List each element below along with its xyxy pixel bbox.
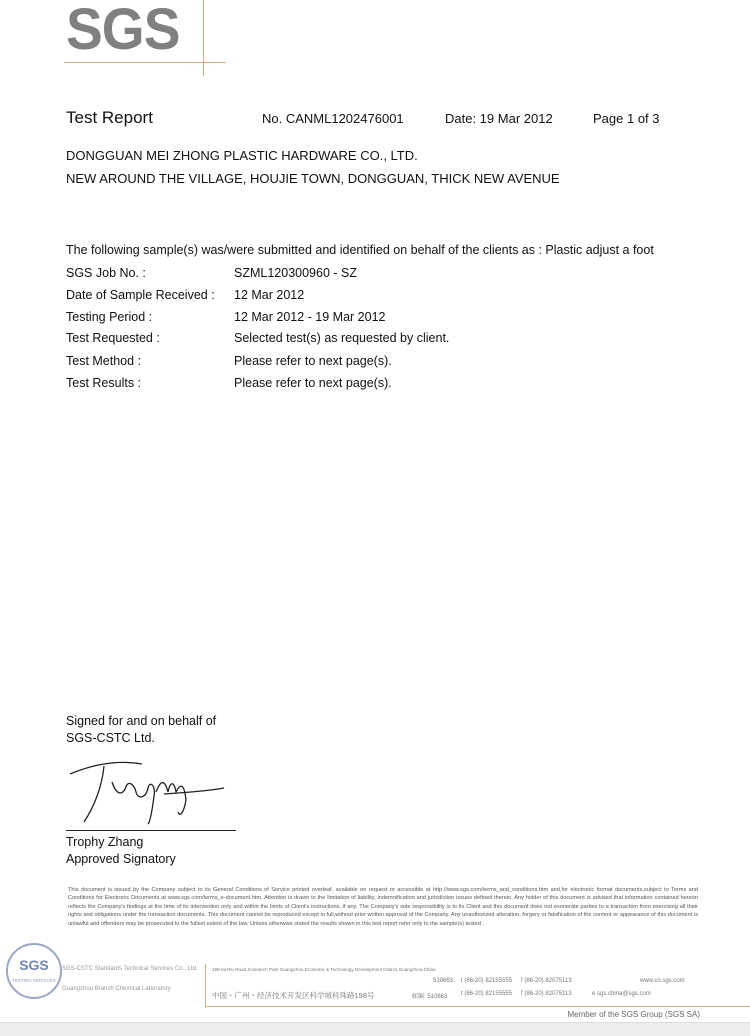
- logo-line-vertical: [203, 0, 204, 76]
- page-number: Page 1 of 3: [593, 111, 660, 126]
- report-date: Date: 19 Mar 2012: [445, 111, 553, 126]
- footer-fax: f (86-20) 82075113: [521, 991, 572, 997]
- sample-intro: The following sample(s) was/were submitted and identified on behalf of the clients as : Plastic adjust a foot: [66, 243, 654, 257]
- footer-email: e sgs.china@sgs.com: [592, 991, 651, 997]
- row-value: SZML120300960 - SZ: [234, 266, 357, 280]
- row-value: Selected test(s) as requested by client.: [234, 331, 450, 345]
- row-label: Test Results :: [66, 376, 142, 390]
- row-label: Test Method :: [66, 354, 142, 368]
- row-value: Please refer to next page(s).: [234, 354, 392, 368]
- disclaimer-text: This document is issued by the Company subject to its General Conditions of Service printed overleaf, available on request or accessible at http://www.sgs.com/terms_and_conditions.htm and,for electronic format documents,subject to Terms and Conditions for Electronic Documents at www.sgs.com/terms_e-document.htm. Attention is drawn to the limitation of liability, indemnification and jurisdiction issues defined therein. Any holder of this document is advised that information contained hereon reflects the Company's findings at the time of its intervention only and within the limits of Client's instructions, if any. The Company's sole responsibility is to its Client and this document does not exonerate parties to a transaction from exercising all their rights and obligations under the transaction documents. This document cannot be reproduced except in full,without prior written approval of the Company. Any unauthorized alteration, forgery or falsification of the content or appearance of this document is unlawful and offenders may be prosecuted to the fullest extent of the law. Unless otherwise stated the results shown in this test report refer only to the sample(s) tested .: [68, 887, 698, 927]
- sgs-logo: SGS: [66, 0, 180, 62]
- signing-company: SGS-CSTC Ltd.: [66, 731, 155, 745]
- footer-postcode-en: 510663: [433, 978, 454, 984]
- logo-line-horizontal: [64, 62, 226, 63]
- row-value: 12 Mar 2012: [234, 288, 305, 302]
- row-label: Date of Sample Received :: [66, 288, 215, 302]
- handwritten-signature: [64, 752, 234, 827]
- signature-line: [66, 830, 236, 831]
- footer-fax: f (86-20) 82075113: [521, 978, 572, 984]
- footer-address-cn: 中国・广州・经济技术开发区科学城科珠路198号: [212, 991, 375, 1000]
- footer-web: www.cn.sgs.com: [640, 978, 685, 984]
- footer-postcode-cn: 邮编: 510663: [412, 994, 448, 1000]
- report-number: No. CANML1202476001: [262, 111, 404, 126]
- footer-address-en: 198 Kezhu Road,Scientech Park Guangzhou Economic & Technology Development District,Guangzhou,China: [212, 967, 436, 972]
- footer-tel: t (86-20) 82155555: [461, 991, 513, 997]
- member-text: Member of the SGS Group (SGS SA): [567, 1010, 700, 1019]
- footer-line: [205, 1006, 750, 1007]
- row-label: Testing Period :: [66, 310, 153, 324]
- stamp-text: SGS: [19, 957, 49, 973]
- footer-divider: [205, 964, 206, 1008]
- row-label: Test Requested :: [66, 331, 160, 345]
- stamp-ring-text: TESTING SERVICES: [12, 978, 56, 983]
- signatory-role: Approved Signatory: [66, 852, 176, 866]
- client-address: NEW AROUND THE VILLAGE, HOUJIE TOWN, DONGGUAN, THICK NEW AVENUE: [66, 171, 560, 186]
- signed-on-behalf: Signed for and on behalf of: [66, 714, 217, 728]
- row-value: 12 Mar 2012 - 19 Mar 2012: [234, 310, 386, 324]
- page-bottom-band: [0, 1022, 750, 1036]
- sgs-stamp: [6, 943, 62, 999]
- footer-company: SGS-CSTC Standards Technical Services Co., Ltd.: [62, 966, 198, 972]
- footer-branch: Guangzhou Branch Chemical Laboratory: [62, 986, 171, 992]
- report-title: Test Report: [66, 108, 153, 127]
- row-label: SGS Job No. :: [66, 266, 146, 280]
- row-value: Please refer to next page(s).: [234, 376, 392, 390]
- signatory-name: Trophy Zhang: [66, 835, 144, 849]
- client-name: DONGGUAN MEI ZHONG PLASTIC HARDWARE CO., LTD.: [66, 148, 418, 163]
- footer-tel: t (86-20) 82155555: [461, 978, 513, 984]
